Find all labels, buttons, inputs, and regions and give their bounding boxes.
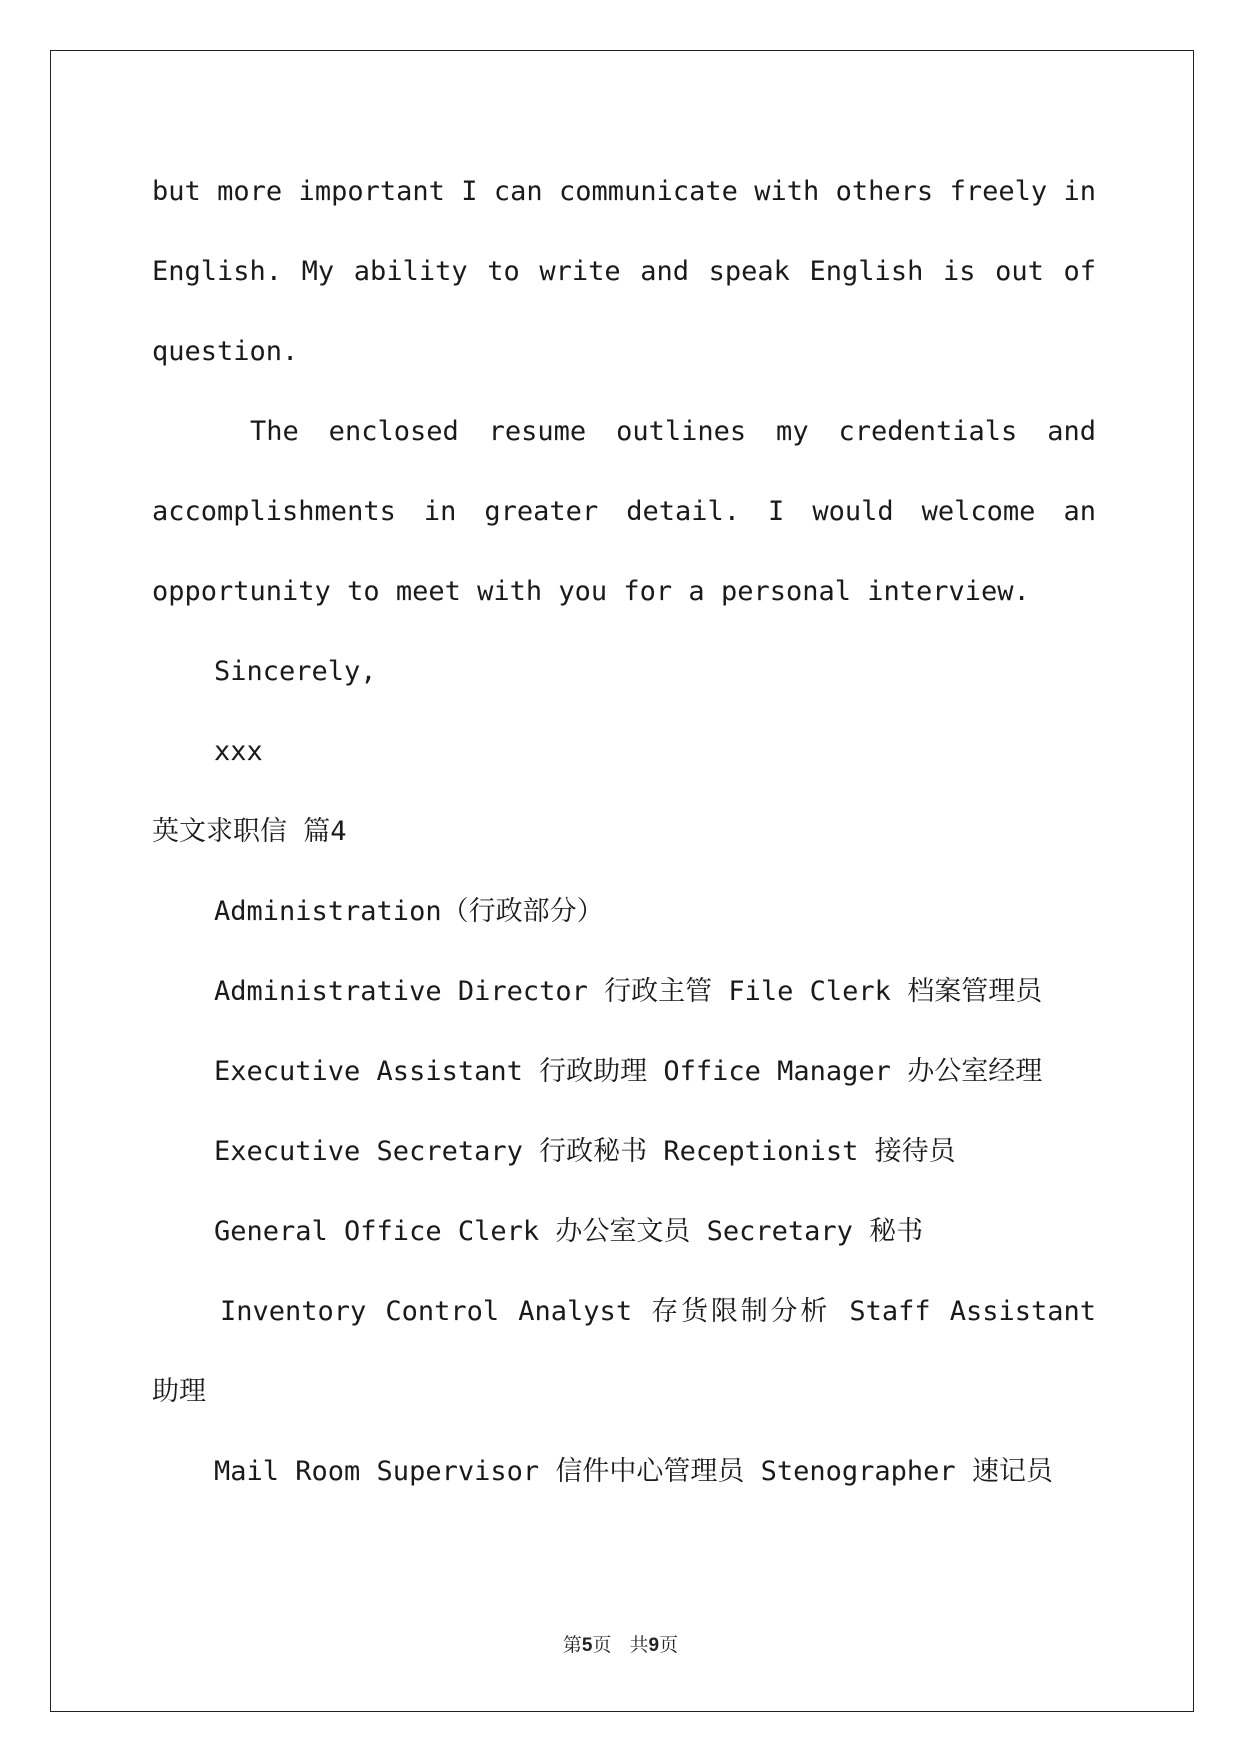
list-item: Administration（行政部分） xyxy=(214,896,604,927)
list-item: Administrative Director 行政主管 File Clerk 档案管理员 xyxy=(214,976,1043,1007)
list-item: Inventory Control Analyst 存货限制分析 Staff Assistant xyxy=(220,1296,1096,1327)
footer-prefix: 第 xyxy=(562,1634,582,1656)
paragraph-line: question. xyxy=(152,336,299,367)
list-item: Executive Assistant 行政助理 Office Manager 办公室经理 xyxy=(214,1056,1043,1087)
list-item: Executive Secretary 行政秘书 Receptionist 接待员 xyxy=(214,1136,956,1167)
paragraph-line: The enclosed resume outlines my credentials and xyxy=(250,416,1096,447)
footer-page-unit: 页 xyxy=(592,1634,612,1656)
list-item: 助理 xyxy=(152,1376,206,1407)
paragraph-line: opportunity to meet with you for a personal interview. xyxy=(152,576,1030,607)
signature-line: xxx xyxy=(214,736,263,767)
footer-total-unit: 页 xyxy=(659,1634,679,1656)
footer-total-prefix: 共 xyxy=(629,1634,649,1656)
list-item: General Office Clerk 办公室文员 Secretary 秘书 xyxy=(214,1216,924,1247)
current-page-number: 5 xyxy=(581,1635,593,1656)
paragraph-line: English. My ability to write and speak English is out of xyxy=(152,256,1096,287)
paragraph-line: accomplishments in greater detail. I would welcome an xyxy=(152,496,1096,527)
closing-line: Sincerely, xyxy=(214,656,377,687)
list-item: Mail Room Supervisor 信件中心管理员 Stenographer 速记员 xyxy=(214,1456,1053,1487)
section-heading: 英文求职信 篇4 xyxy=(152,816,347,847)
total-page-count: 9 xyxy=(648,1635,660,1656)
page-footer xyxy=(0,1630,1241,1657)
paragraph-line: but more important I can communicate with others freely in xyxy=(152,176,1096,207)
